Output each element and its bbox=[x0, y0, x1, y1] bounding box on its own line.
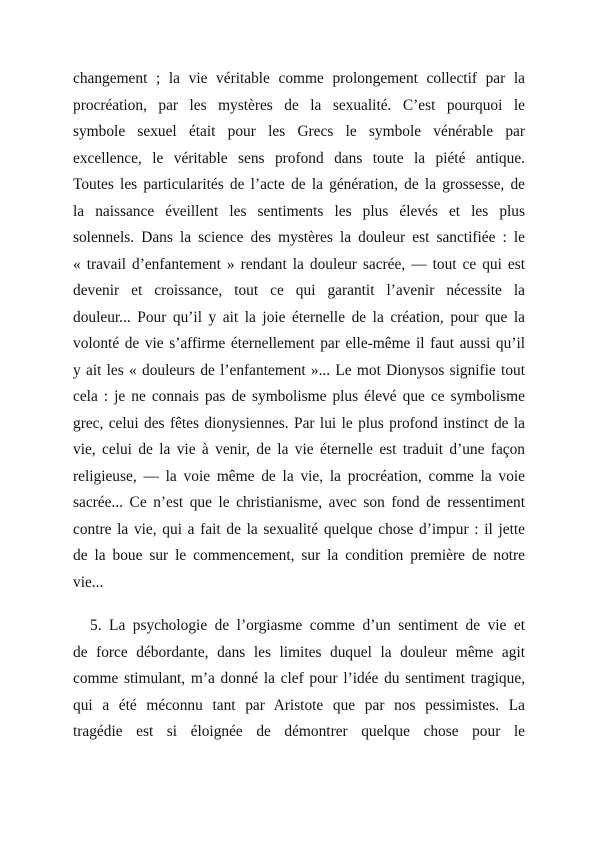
text-line: de force débordante, dans les limites duquel la douleur même agit bbox=[73, 643, 525, 661]
text-line: devenir et croissance, tout ce qui garantit l’avenir nécessite la bbox=[73, 282, 525, 299]
text-line: vie, celui de la vie à venir, de la vie éternelle est traduit d’une façon bbox=[73, 441, 525, 458]
text-line: 5. La psychologie de l’orgiasme comme d’un sentiment de vie et bbox=[90, 617, 525, 634]
text-line: « travail d’enfantement » rendant la douleur sacrée, — tout ce qui est bbox=[73, 255, 525, 273]
paragraph-2 bbox=[73, 613, 525, 746]
text-line: de la boue sur le commencement, sur la condition première de notre bbox=[73, 547, 525, 564]
text-line: qui a été méconnu tant par Aristote que par nos pessimistes. La bbox=[73, 696, 525, 714]
text-line: cela : je ne connais pas de symbolisme plus élevé que ce symbolisme bbox=[73, 388, 525, 405]
text-line: procréation, par les mystères de la sexualité. C’est pourquoi le bbox=[73, 96, 525, 114]
text-line: douleur... Pour qu’il y ait la joie éternelle de la création, pour que la bbox=[73, 308, 525, 326]
text-line: vie... bbox=[73, 573, 104, 591]
text-line: excellence, le véritable sens profond dans toute la piété antique. bbox=[73, 149, 525, 167]
text-line: symbole sexuel était pour les Grecs le symbole vénérable par bbox=[73, 123, 525, 140]
text-line: grec, celui des fêtes dionysiennes. Par lui le plus profond instinct de la bbox=[73, 414, 525, 432]
text-line: tragédie est si éloignée de démontrer quelque chose pour le bbox=[73, 723, 525, 740]
text-line: changement ; la vie véritable comme prolongement collectif par la bbox=[73, 70, 525, 87]
text-line: solennels. Dans la science des mystères la douleur est sanctifiée : le bbox=[73, 229, 525, 246]
paragraph-1 bbox=[73, 66, 525, 596]
text-line: y ait les « douleurs de l’enfantement »... Le mot Dionysos signifie tout bbox=[73, 361, 525, 379]
text-line: la naissance éveillent les sentiments les plus élevés et les plus bbox=[73, 202, 525, 220]
text-line: volonté de vie s’affirme éternellement par elle-même il faut aussi qu’il bbox=[73, 335, 525, 352]
text-line: comme stimulant, m’a donné la clef pour l’idée du sentiment tragique, bbox=[73, 670, 525, 687]
text-line: contre la vie, qui a fait de la sexualité quelque chose d’impur : il jette bbox=[73, 520, 525, 538]
text-line: Toutes les particularités de l’acte de la génération, de la grossesse, de bbox=[73, 176, 525, 193]
paragraph-gap bbox=[73, 596, 525, 613]
text-line: sacrée... Ce n’est que le christianisme, avec son fond de ressentiment bbox=[73, 494, 525, 511]
body-text bbox=[73, 66, 525, 746]
text-line: religieuse, — la voie même de la vie, la procréation, comme la voie bbox=[73, 467, 525, 485]
